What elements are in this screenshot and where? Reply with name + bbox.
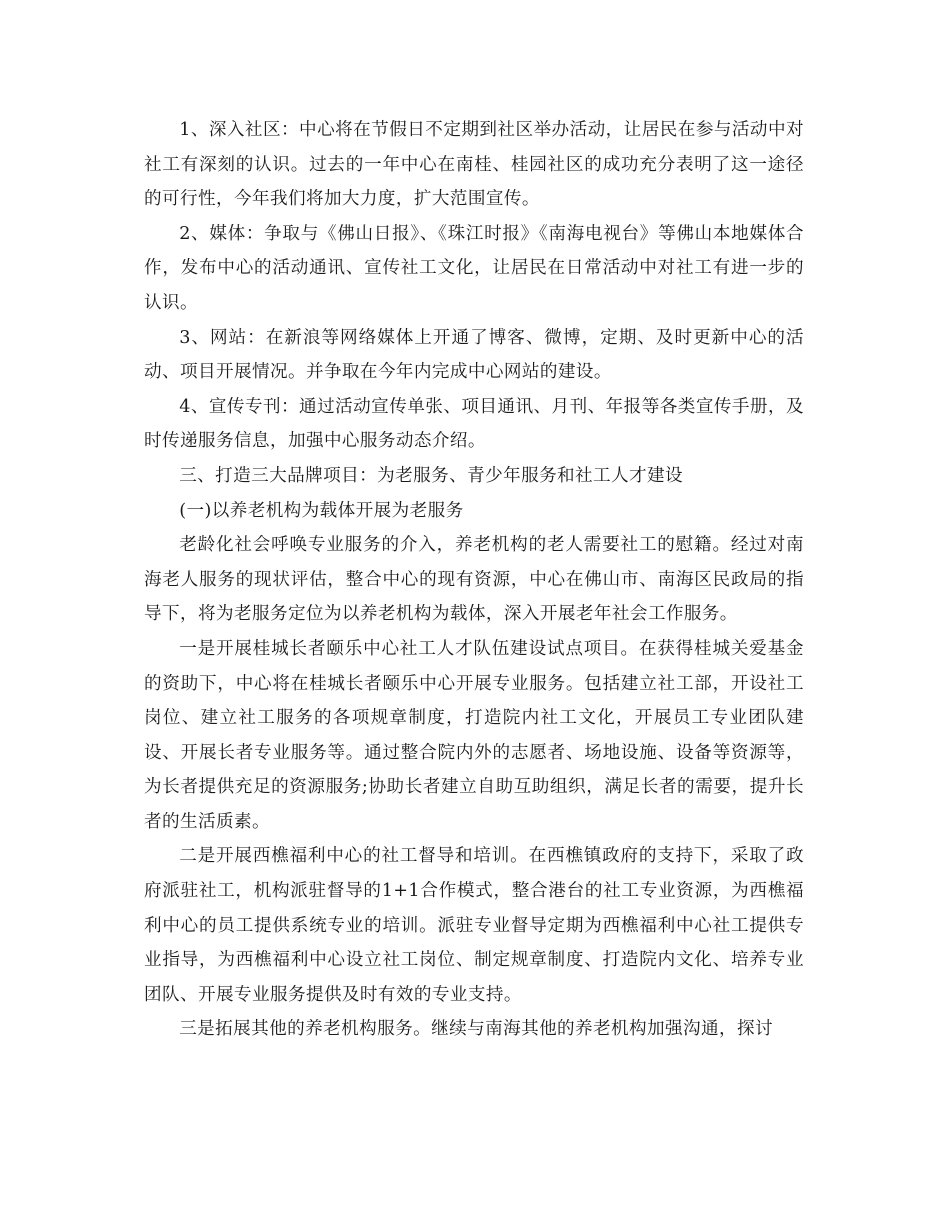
- paragraph-other-institutions: 三是拓展其他的养老机构服务。继续与南海其他的养老机构加强沟通，探讨: [179, 1019, 773, 1040]
- paragraph-guicheng-project: 一是开展桂城长者颐乐中心社工人才队伍建设试点项目。在获得桂城关爱基金的资助下，中心将在桂城长者颐乐中心开展专业服务。包括建立社工部，开设社工岗位、建立社工服务的各项规章制度，打造院内社工文化，开展员工专业团队建设、开展长者专业服务等。通过整合院内外的志愿者、场地设施、设备等资源等，为长者提供充足的资源服务;协助长者建立自助互助组织，满足长者的需要，提升长者的生活质素。: [144, 638, 804, 832]
- paragraph-aging-society: 老龄化社会呼唤专业服务的介入，养老机构的老人需要社工的慰籍。经过对南海老人服务的现状评估，整合中心的现有资源，中心在佛山市、南海区民政局的指导下，将为老服务定位为以养老机构为载体，深入开展老年社会工作服务。: [144, 535, 804, 625]
- paragraph-website: 3、网站：在新浪等网络媒体上开通了博客、微博，定期、及时更新中心的活动、项目开展情况。并争取在今年内完成中心网站的建设。: [144, 327, 804, 383]
- paragraph-community: 1、深入社区：中心将在节假日不定期到社区举办活动，让居民在参与活动中对社工有深刻的认识。过去的一年中心在南桂、桂园社区的成功充分表明了这一途径的可行性，今年我们将加大力度，扩大范围宣传。: [144, 120, 804, 210]
- section-heading-brand-projects: 三、打造三大品牌项目：为老服务、青少年服务和社工人才建设: [179, 465, 684, 486]
- paragraph-media: 2、媒体：争取与《佛山日报》、《珠江时报》《南海电视台》等佛山本地媒体合作，发布中心的活动通讯、宣传社工文化，让居民在日常活动中对社工有进一步的认识。: [144, 223, 804, 313]
- paragraph-publications: 4、宣传专刊：通过活动宣传单张、项目通讯、月刊、年报等各类宣传手册，及时传递服务信息，加强中心服务动态介绍。: [144, 396, 804, 452]
- paragraph-xiqiao-supervision: 二是开展西樵福利中心的社工督导和培训。在西樵镇政府的支持下，采取了政府派驻社工，机构派驻督导的1+1合作模式，整合港台的社工专业资源，为西樵福利中心的员工提供系统专业的培训。派驻专业督导定期为西樵福利中心社工提供专业指导，为西樵福利中心设立社工岗位、制定规章制度、打造院内文化、培养专业团队、开展专业服务提供及时有效的专业支持。: [144, 846, 804, 1005]
- subsection-heading-elderly-service: (一)以养老机构为载体开展为老服务: [179, 500, 464, 521]
- document-body: [144, 113, 804, 1047]
